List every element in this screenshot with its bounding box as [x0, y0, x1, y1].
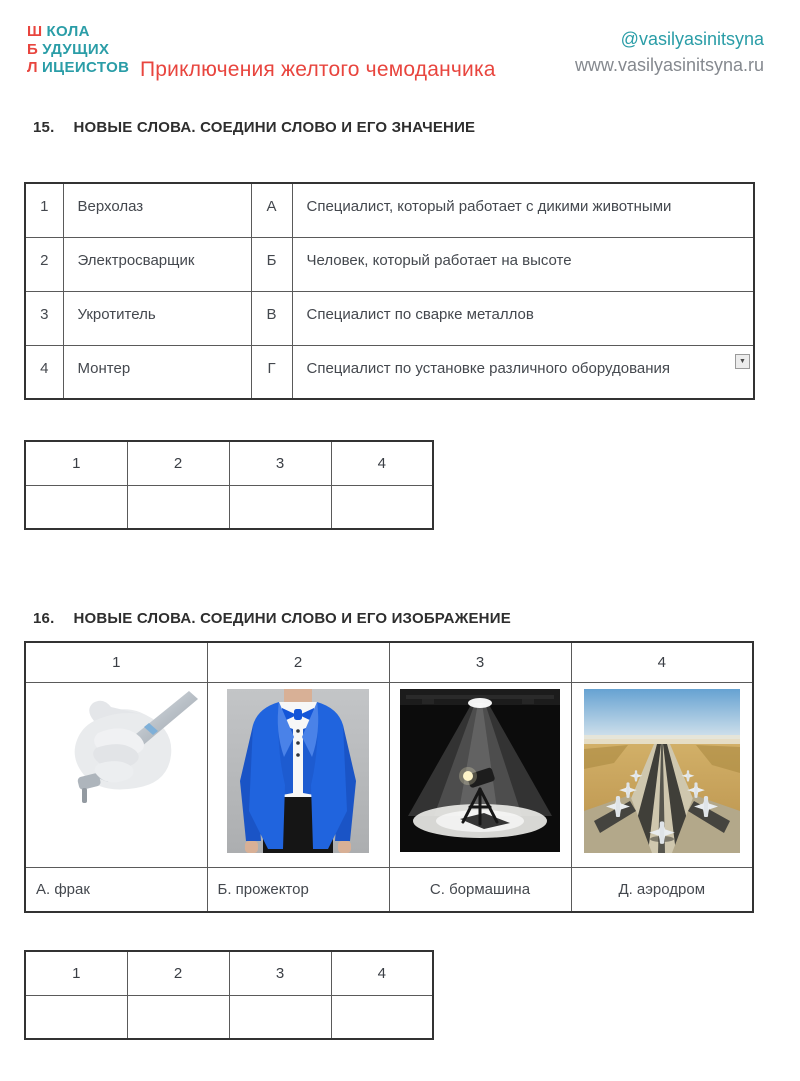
- logo-word: КОЛА: [46, 23, 90, 40]
- row-number-cell: 1: [25, 183, 63, 237]
- picture-number-cell: 2: [207, 642, 389, 682]
- picture-number-cell: 1: [25, 642, 207, 682]
- answer-cell: [229, 485, 331, 529]
- table-row: [25, 183, 754, 237]
- letter-cell: В: [251, 291, 292, 345]
- logo-letter: Б: [27, 41, 39, 58]
- dropdown-arrow-icon[interactable]: ▼: [735, 354, 750, 369]
- logo-word: УДУЩИХ: [42, 41, 110, 58]
- task15-answer-table: [24, 440, 434, 530]
- answer-cell: [25, 485, 127, 529]
- answer-header-cell: 3: [229, 951, 331, 995]
- word-meaning-table: [24, 182, 755, 400]
- website-link[interactable]: www.vasilyasinitsyna.ru: [574, 55, 764, 75]
- logo-line: [27, 59, 129, 77]
- picture-label-cell: С. бормашина: [389, 867, 571, 912]
- picture-label-row: [25, 867, 753, 912]
- answer-header-cell: 4: [331, 951, 433, 995]
- word-cell: Укротитель: [63, 291, 251, 345]
- meaning-cell: [292, 345, 754, 399]
- school-logo: [27, 23, 129, 77]
- logo-line: [27, 41, 129, 59]
- word-cell: Монтер: [63, 345, 251, 399]
- task15-number: 15.: [33, 119, 55, 136]
- spotlight-image: [400, 689, 560, 852]
- picture-cell: [389, 682, 571, 867]
- answer-cell: [127, 995, 229, 1039]
- picture-cell: [207, 682, 389, 867]
- answer-cell: [331, 485, 433, 529]
- meaning-cell: Специалист, который работает с дикими животными: [292, 183, 754, 237]
- row-number-cell: 2: [25, 237, 63, 291]
- table-row: [25, 237, 754, 291]
- task15-heading: [33, 119, 800, 136]
- answer-header-row: [25, 951, 433, 995]
- meaning-text: Специалист по установке различного оборудования: [306, 359, 671, 377]
- table-row: [25, 345, 754, 399]
- dental-drill-image: [32, 689, 200, 811]
- answer-header-cell: 1: [25, 441, 127, 485]
- picture-cell: [25, 682, 207, 867]
- table-row: [25, 291, 754, 345]
- header-contacts: [575, 26, 764, 78]
- answer-cell: [25, 995, 127, 1039]
- logo-line: [27, 23, 129, 41]
- social-handle-link[interactable]: @vasilyasinitsyna: [620, 29, 764, 49]
- word-image-table: [24, 641, 754, 913]
- letter-cell: Г: [251, 345, 292, 399]
- row-number-cell: 3: [25, 291, 63, 345]
- meaning-cell: Специалист по сварке металлов: [292, 291, 754, 345]
- picture-label-cell: Б. прожектор: [207, 867, 389, 912]
- picture-number-cell: 3: [389, 642, 571, 682]
- picture-number-row: [25, 642, 753, 682]
- logo-letter: Ш: [27, 23, 43, 40]
- answer-cell: [229, 995, 331, 1039]
- task16-title: НОВЫЕ СЛОВА. СОЕДИНИ СЛОВО И ЕГО ИЗОБРАЖЕНИЕ: [73, 610, 511, 627]
- answer-cell: [331, 995, 433, 1039]
- letter-cell: Б: [251, 237, 292, 291]
- word-cell: Электросварщик: [63, 237, 251, 291]
- task16-answer-table: [24, 950, 434, 1040]
- answer-input-row: [25, 485, 433, 529]
- task16-number: 16.: [33, 610, 55, 627]
- picture-label-cell: Д. аэродром: [571, 867, 753, 912]
- document-title: Приключения желтого чемоданчика: [140, 58, 496, 81]
- task15-title: НОВЫЕ СЛОВА. СОЕДИНИ СЛОВО И ЕГО ЗНАЧЕНИЕ: [73, 119, 476, 136]
- picture-row: [25, 682, 753, 867]
- answer-cell: [127, 485, 229, 529]
- letter-cell: А: [251, 183, 292, 237]
- answer-header-cell: 4: [331, 441, 433, 485]
- airfield-image: [584, 689, 740, 853]
- logo-word: ИЦЕИСТОВ: [41, 59, 130, 76]
- answer-header-cell: 1: [25, 951, 127, 995]
- picture-cell: [571, 682, 753, 867]
- task16-heading: [33, 610, 800, 627]
- meaning-cell: Человек, который работает на высоте: [292, 237, 754, 291]
- answer-header-row: [25, 441, 433, 485]
- logo-letter: Л: [27, 59, 38, 76]
- picture-label-cell: А. фрак: [25, 867, 207, 912]
- word-cell: Верхолаз: [63, 183, 251, 237]
- page-header: [0, 0, 800, 112]
- row-number-cell: 4: [25, 345, 63, 399]
- answer-header-cell: 2: [127, 951, 229, 995]
- picture-number-cell: 4: [571, 642, 753, 682]
- tailcoat-image: [227, 689, 369, 853]
- answer-input-row: [25, 995, 433, 1039]
- answer-header-cell: 3: [229, 441, 331, 485]
- answer-header-cell: 2: [127, 441, 229, 485]
